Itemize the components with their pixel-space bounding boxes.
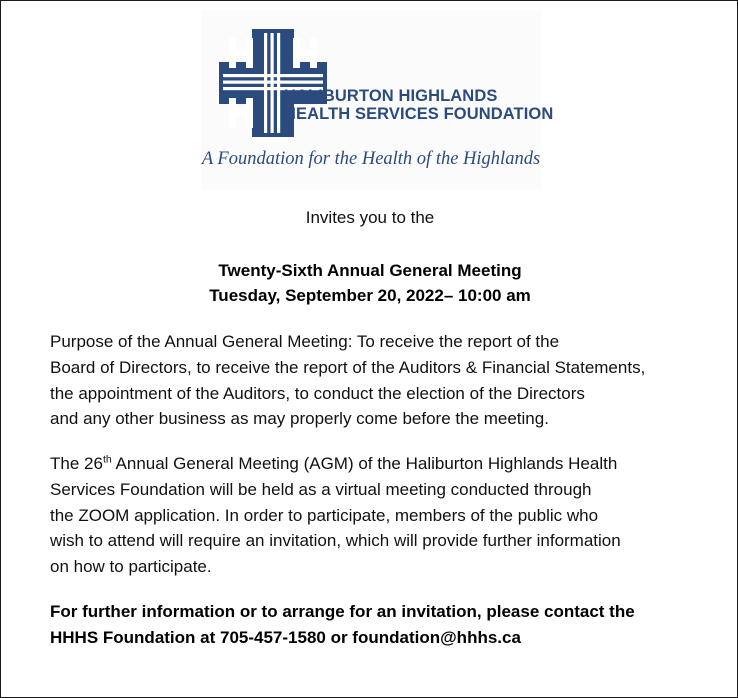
meeting-title-line-1: Twenty-Sixth Annual General Meeting bbox=[218, 261, 522, 280]
purpose-line-4: and any other business as may properly come before the meeting. bbox=[50, 409, 549, 429]
virtual-meeting-line-1-post: Annual General Meeting (AGM) of the Haliburton Highlands Health bbox=[111, 454, 618, 473]
contact-line-1: For further information or to arrange for an invitation, please contact the bbox=[50, 602, 635, 621]
virtual-meeting-line-3: the ZOOM application. In order to participate, members of the public who bbox=[50, 505, 599, 525]
purpose-line-1: Purpose of the Annual General Meeting: To receive the report of the bbox=[50, 332, 560, 351]
virtual-meeting-line-2: Services Foundation will be held as a virtual meeting conducted through bbox=[50, 479, 592, 499]
meeting-title-line-2: Tuesday, September 20, 2022– 10:00 am bbox=[209, 285, 531, 305]
contact-line-2: HHHS Foundation at 705-457-1580 or foundation@hhhs.ca bbox=[50, 627, 521, 647]
logo-wordmark-line-2: HEALTH SERVICES FOUNDATION bbox=[284, 105, 554, 124]
virtual-meeting-line-1-pre: The 26 bbox=[50, 454, 103, 473]
virtual-meeting-line-5: on how to participate. bbox=[50, 557, 212, 577]
virtual-meeting-line-4: wish to attend will require an invitation, which will provide further information bbox=[50, 531, 621, 551]
purpose-line-3: the appointment of the Auditors, to conduct the election of the Directors bbox=[50, 383, 585, 403]
purpose-paragraph bbox=[50, 329, 700, 432]
logo-tagline: A Foundation for the Health of the Highlands bbox=[201, 149, 541, 169]
purpose-line-2: Board of Directors, to receive the report of the Auditors & Financial Statements, bbox=[50, 357, 646, 377]
ordinal-suffix: th bbox=[102, 453, 112, 466]
logo-wordmark bbox=[284, 87, 554, 124]
virtual-meeting-paragraph bbox=[50, 451, 700, 580]
virtual-meeting-line-1 bbox=[50, 451, 700, 477]
logo-block bbox=[201, 11, 554, 189]
logo-wordmark-line-1: HALIBURTON HIGHLANDS bbox=[284, 87, 498, 105]
logo-row bbox=[201, 29, 554, 137]
meeting-title bbox=[1, 259, 738, 308]
invites-line: Invites you to the bbox=[305, 208, 435, 227]
contact-paragraph bbox=[50, 599, 710, 651]
